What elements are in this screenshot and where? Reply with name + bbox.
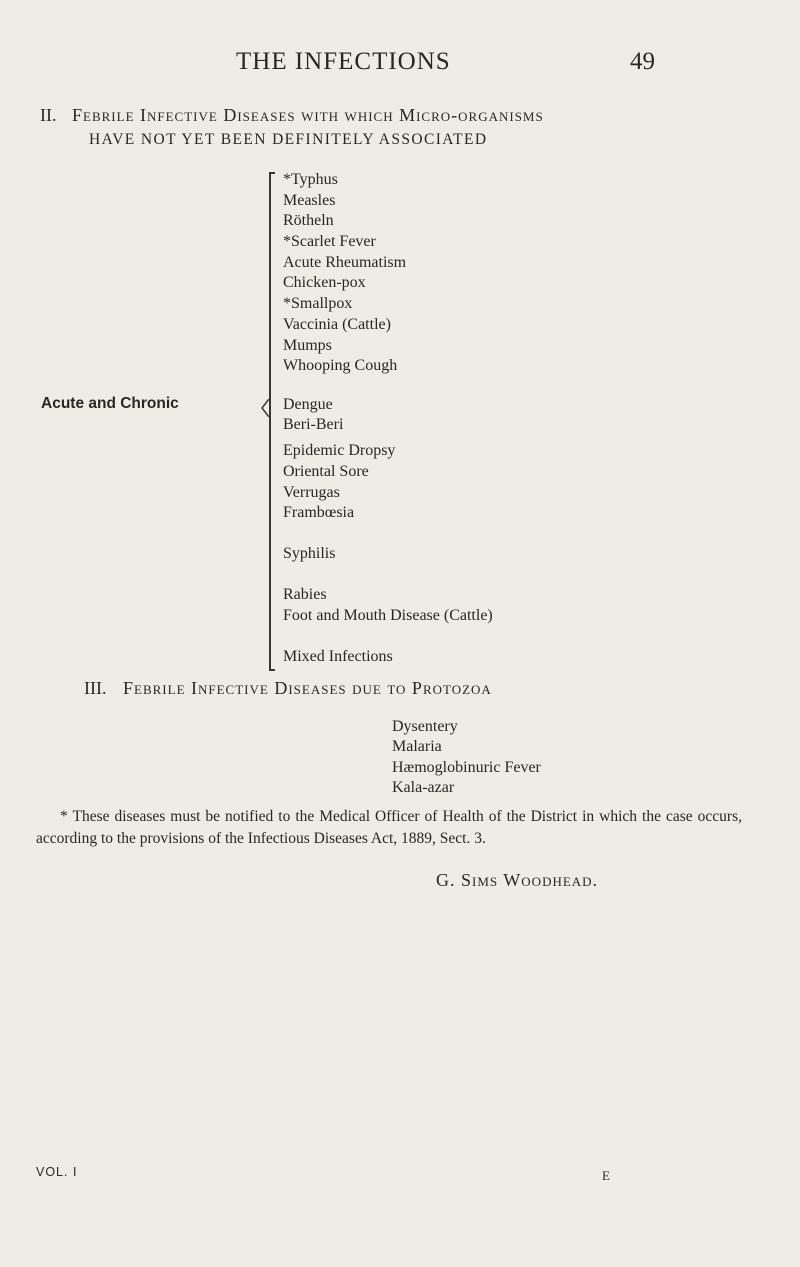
running-title: THE INFECTIONS — [236, 48, 451, 75]
disease-item: *Typhus — [283, 171, 338, 188]
signature-mark: E — [602, 1168, 610, 1183]
disease-item: Rötheln — [283, 212, 334, 229]
disease-item: Beri-Beri — [283, 416, 344, 433]
protozoa-disease-item: Kala-azar — [392, 779, 455, 796]
disease-item: Frambœsia — [283, 504, 355, 521]
disease-item: Verrugas — [283, 484, 340, 501]
disease-item: Foot and Mouth Disease (Cattle) — [283, 607, 493, 624]
disease-item: Measles — [283, 192, 336, 209]
section-3-title: Febrile Infective Diseases due to Protozoa — [123, 678, 492, 698]
disease-item: Chicken-pox — [283, 274, 366, 291]
protozoa-disease-item: Hæmoglobinuric Fever — [392, 759, 541, 776]
section-2-numeral: II. — [40, 105, 57, 125]
brace-point-icon — [261, 399, 269, 417]
protozoa-disease-item: Dysentery — [392, 718, 458, 735]
disease-item: Whooping Cough — [283, 357, 398, 374]
side-label-acute-chronic: Acute and Chronic — [41, 395, 179, 412]
author-signature: G. Sims Woodhead. — [436, 870, 599, 890]
brace-bottom-tick — [269, 669, 275, 671]
disease-item: Acute Rheumatism — [283, 254, 407, 271]
disease-item: Dengue — [283, 396, 333, 413]
disease-item: Syphilis — [283, 545, 336, 562]
disease-item: Oriental Sore — [283, 463, 369, 480]
page-number: 49 — [630, 48, 655, 75]
brace-top-tick — [269, 172, 275, 174]
protozoa-disease-item: Malaria — [392, 738, 442, 755]
disease-item: Rabies — [283, 586, 327, 603]
disease-item: Epidemic Dropsy — [283, 442, 396, 459]
section-2-title-line2: HAVE NOT YET BEEN DEFINITELY ASSOCIATED — [89, 131, 488, 148]
disease-item: *Scarlet Fever — [283, 233, 376, 250]
disease-item: Mixed Infections — [283, 648, 393, 665]
section-3-numeral: III. — [84, 678, 107, 698]
section-2-title-line1: Febrile Infective Diseases with which Micro-organisms — [72, 105, 544, 125]
footnote: * These diseases must be notified to the Medical Officer of Health of the District in which the case occurs, according to the provisions of the Infectious Diseases Act, 1889, Sect. 3. — [36, 808, 742, 847]
disease-item: Vaccinia (Cattle) — [283, 316, 391, 333]
disease-item: Mumps — [283, 337, 332, 354]
disease-item: *Smallpox — [283, 295, 353, 312]
volume-mark: VOL. I — [36, 1165, 78, 1179]
brace-line — [269, 172, 271, 670]
